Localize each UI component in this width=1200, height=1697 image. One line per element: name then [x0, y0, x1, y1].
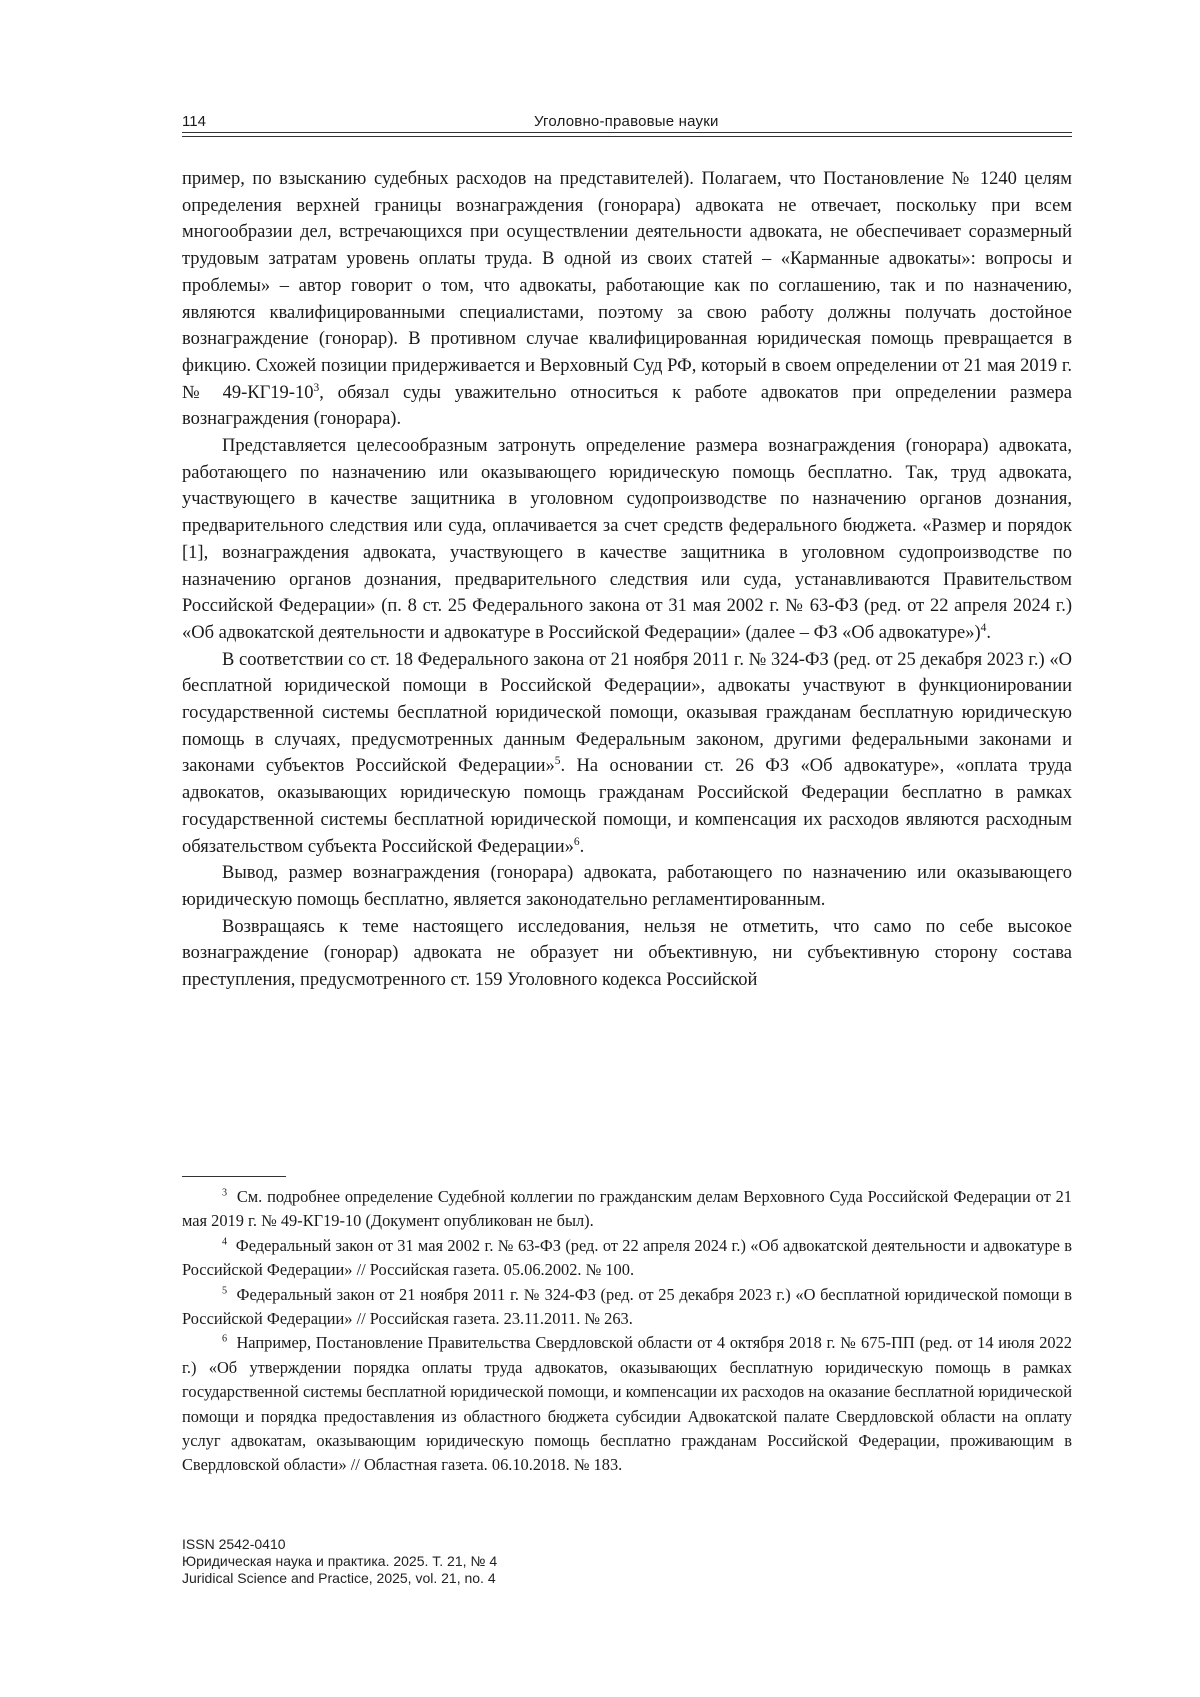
footnote-number: 3	[222, 1187, 228, 1199]
footnote-ref: 4	[980, 621, 987, 634]
footnote-separator	[182, 1176, 286, 1177]
paragraph-text: Вывод, размер вознаграждения (гонорара) адвоката, работающего по назначению или оказывающего юридическую помощь бесплатно, является законодательно регламентированным.	[182, 863, 1072, 910]
footnote	[182, 1185, 1072, 1234]
paragraph	[182, 647, 1072, 861]
paragraph-text: .	[579, 836, 585, 857]
page-number: 114	[182, 113, 206, 130]
header-double-rule	[182, 132, 1072, 137]
footnote-ref: 3	[313, 381, 320, 394]
paragraph	[182, 914, 1072, 994]
footnote	[182, 1234, 1072, 1283]
footnote-ref: 6	[573, 835, 580, 848]
footnotes	[182, 1185, 1072, 1478]
paragraph-text: Возвращаясь к теме настоящего исследования, нельзя не отметить, что само по себе высокое вознаграждение (гонорар) адвоката не образует ни объективную, ни субъективную сторону состава преступления, предусмотренного ст. 159 Уголовного кодекса Российской	[182, 916, 1072, 991]
paragraph-text: пример, по взысканию судебных расходов на представителей). Полагаем, что Постановление № 1240 целям определения верхней границы вознаграждения (гонорара) адвоката не отвечает, поскольку при всем многообразии дел, встречающихся при осуществлении деятельности адвоката, не обеспечивает соразмерный трудовым затратам уровень оплаты труда. В одной из своих статей – «Карманные адвокаты»: вопросы и проблемы» – автор говорит о том, что адвокаты, работающие как по соглашению, так и по назначению, являются квалифицированными специалистами, поэтому за свою работу должны получать достойное вознаграждение (гонорар). В противном случае квалифицированная юридическая помощь превращается в фикцию. Схожей позиции придерживается и Верховный Суд РФ, который в своем определении от 21 мая 2019 г. № 49-КГ19-10	[182, 169, 1072, 403]
paragraph	[182, 860, 1072, 913]
paragraph-text: , обязал суды уважительно относиться к работе адвокатов при определении размера вознаграждения (гонорара).	[182, 382, 1073, 430]
footnote	[182, 1331, 1072, 1477]
footnote-text: Например, Постановление Правительства Свердловской области от 4 октября 2018 г. № 675-ПП (ред. от 14 июля 2022 г.) «Об утверждении порядка оплаты труда адвокатов, оказывающих бесплатную юридическую помощь в рамках государственной системы бесплатной юридической помощи, и компенсации их расходов на оказание бесплатной юридической помощи и порядка предоставления из областного бюджета субсидии Адвокатской палате Свердловской области на оплату услуг адвокатам, оказывающим юридическую помощь бесплатно гражданам Российской Федерации, проживающим в Свердловской области» // Областная газета. 06.10.2018. № 183.	[182, 1333, 1073, 1475]
footnote-text: См. подробнее определение Судебной коллегии по гражданским делам Верховного Суда Российской Федерации от 21 мая 2019 г. № 49-КГ19-10 (Документ опубликован не был).	[182, 1187, 1072, 1231]
paragraph-text: . На основании ст. 26 ФЗ «Об адвокатуре», «оплата труда адвокатов, оказывающих юридическую помощь гражданам Российской Федерации бесплатно в рамках государственной системы бесплатной юридической помощи, и компенсация их расходов являются расходным обязательством субъекта Российской Федерации»	[182, 756, 1072, 857]
paragraph-text: Представляется целесообразным затронуть определение размера вознаграждения (гонорара) адвоката, работающего по назначению или оказывающего юридическую помощь бесплатно. Так, труд адвоката, участвующего в качестве защитника в уголовном судопроизводстве по назначению органов дознания, предварительного следствия или суда, оплачивается за счет средств федерального бюджета. «Размер и порядок [1], вознаграждения адвоката, участвующего в качестве защитника в уголовном судопроизводстве по назначению органов дознания, предварительного следствия или суда, устанавливаются Правительством Российской Федерации» (п. 8 ст. 25 Федерального закона от 31 мая 2002 г. № 63-ФЗ (ред. от 22 апреля 2024 г.) «Об адвокатской деятельности и адвокатуре в Российской Федерации» (далее – ФЗ «Об адвокатуре»)	[182, 436, 1072, 643]
paragraph	[182, 166, 1072, 433]
paragraph-text: В соответствии со ст. 18 Федерального закона от 21 ноября 2011 г. № 324-ФЗ (ред. от 25 декабря 2023 г.) «О бесплатной юридической помощи в Российской Федерации», адвокаты участвуют в функционировании государственной системы бесплатной юридической помощи, оказывая гражданам бесплатную юридическую помощь в случаях, предусмотренных данным Федеральным законом, другими федеральными законами и законами субъектов Российской Федерации»	[182, 649, 1072, 777]
journal-footer	[182, 1536, 497, 1587]
footnote-text: Федеральный закон от 21 ноября 2011 г. № 324-ФЗ (ред. от 25 декабря 2023 г.) «О бесплатной юридической помощи в Российской Федерации» // Российская газета. 23.11.2011. № 263.	[182, 1284, 1072, 1329]
footnote-ref: 5	[554, 755, 561, 768]
running-header	[182, 111, 1072, 133]
footnote-number: 6	[222, 1333, 228, 1345]
journal-citation-ru: Юридическая наука и практика. 2025. Т. 21, № 4	[182, 1553, 498, 1569]
footnote	[182, 1283, 1072, 1332]
journal-citation-en: Juridical Science and Practice, 2025, vol. 21, no. 4	[182, 1570, 496, 1586]
footnote-text: Федеральный закон от 31 мая 2002 г. № 63-ФЗ (ред. от 22 апреля 2024 г.) «Об адвокатской деятельности и адвокатуре в Российской Федерации» // Российская газета. 05.06.2002. № 100.	[182, 1235, 1073, 1280]
footnote-number: 4	[222, 1236, 228, 1248]
paragraph	[182, 433, 1072, 647]
issn: ISSN 2542-0410	[182, 1536, 286, 1552]
running-title: Уголовно-правовые науки	[534, 113, 719, 130]
paragraph-text: .	[986, 622, 991, 643]
footnote-number: 5	[222, 1285, 228, 1297]
main-text	[182, 166, 1072, 994]
